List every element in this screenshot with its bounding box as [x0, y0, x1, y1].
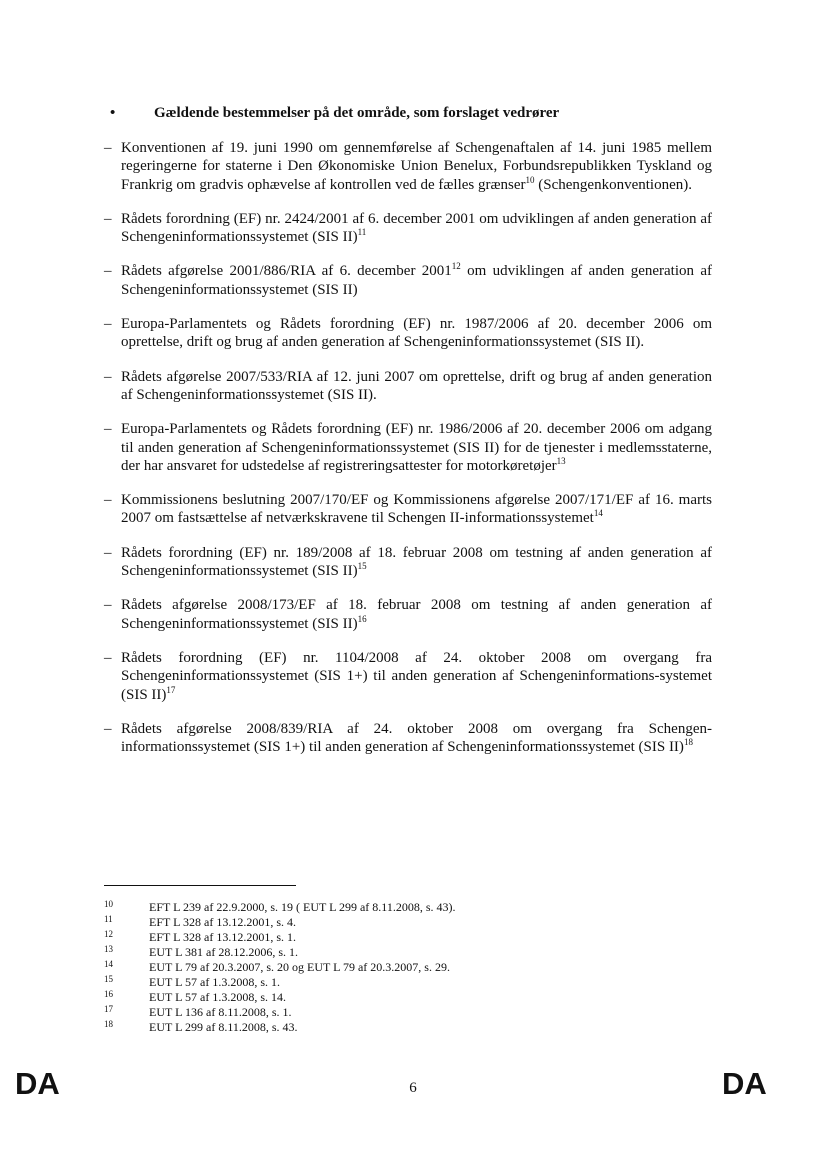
footnote-ref: 15 — [357, 561, 367, 572]
list-item — [104, 720, 712, 757]
dash-bullet: – — [104, 210, 112, 227]
footnote-ref: 18 — [683, 737, 693, 748]
footnote-text: EUT L 57 af 1.3.2008, s. 14. — [149, 990, 286, 1004]
list-item — [104, 596, 712, 633]
footnote-ref: 17 — [166, 684, 176, 695]
list-item — [104, 649, 712, 704]
dash-bullet: – — [104, 720, 112, 737]
dash-bullet: – — [104, 368, 112, 385]
footnote-ref: 11 — [357, 227, 367, 238]
footnote-number: 14 — [104, 959, 113, 969]
footnote-ref: 14 — [593, 508, 603, 519]
footnote-text: EUT L 57 af 1.3.2008, s. 1. — [149, 975, 280, 989]
dash-bullet: – — [104, 597, 112, 614]
footnote-number: 10 — [104, 899, 113, 909]
footnote-text: EUT L 381 af 28.12.2006, s. 1. — [149, 945, 298, 959]
bullet-icon: • — [110, 105, 116, 121]
footnote-text: EFT L 239 af 22.9.2000, s. 19 ( EUT L 299 af 8.11.2008, s. 43). — [149, 900, 456, 914]
footnote-number: 16 — [104, 989, 113, 999]
footnote-divider — [104, 885, 296, 886]
dash-bullet: – — [104, 421, 112, 438]
footnote-text: EUT L 299 af 8.11.2008, s. 43. — [149, 1020, 298, 1034]
item-text: Konventionen af 19. juni 1990 om gennemførelse af Schengenaftalen af 14. juni 1985 mellem regeringerne for staterne i Den Økonomiske Union Benelux, Forbundsrepublikken Tyskland og Frankrig om gradvis ophævelse af kontrollen ved de fælles grænser — [121, 140, 712, 193]
item-text: Rådets forordning (EF) nr. 2424/2001 af 6. december 2001 om udviklingen af anden generation af Schengeninformationssystemet (SIS II) — [121, 210, 712, 246]
footnote-number: 11 — [104, 914, 113, 924]
list-item — [104, 315, 712, 352]
item-text: Kommissionens beslutning 2007/170/EF og Kommissionens afgørelse 2007/171/EF af 16. marts 2007 om fastsættelse af netværkskravene til Schengen II-informationssystemet — [121, 492, 712, 527]
footnote-number: 15 — [104, 974, 113, 984]
list-item — [104, 544, 712, 581]
item-text: Rådets afgørelse 2007/533/RIA af 12. juni 2007 om oprettelse, drift og brug af anden generation af Schengeninformationssystemet (SIS II). — [121, 368, 712, 403]
footnote-number: 18 — [104, 1019, 113, 1029]
dash-bullet: – — [104, 316, 112, 333]
footnote-number: 12 — [104, 929, 113, 939]
language-code-right: DA — [722, 1066, 767, 1101]
section-heading-text: Gældende bestemmelser på det område, som forslaget vedrører — [154, 105, 560, 121]
item-text: Rådets afgørelse 2008/173/EF af 18. februar 2008 om testning af anden generation af Schengeninformationssystemet (SIS II) — [121, 597, 712, 632]
footnote-text: EFT L 328 af 13.12.2001, s. 4. — [149, 915, 296, 929]
footnote-ref: 13 — [556, 455, 566, 466]
item-text: Europa-Parlamentets og Rådets forordning (EF) nr. 1987/2006 af 20. december 2006 om oprettelse, drift og brug af anden generation af Schengeninformationssystemet (SIS II). — [121, 316, 712, 351]
footnote-number: 13 — [104, 944, 113, 954]
dash-bullet: – — [104, 140, 112, 156]
page-number: 6 — [409, 1080, 417, 1096]
dash-bullet: – — [104, 263, 112, 280]
item-text-tail: om udviklingen af anden generation af Schengeninformationssystemet (SIS II) — [121, 263, 712, 298]
dash-bullet: – — [104, 649, 112, 666]
list-item — [104, 262, 712, 299]
footnote-text: EFT L 328 af 13.12.2001, s. 1. — [149, 930, 296, 944]
footnote-ref: 16 — [357, 613, 367, 624]
dash-bullet: – — [104, 492, 112, 509]
item-text: Europa-Parlamentets og Rådets forordning (EF) nr. 1986/2006 af 20. december 2006 om adgang til anden generation af Schengeninformationssystemet (SIS II) for de tjenester i medlemsstaterne, der har ansvaret for udstedelse af registreringsattester for motorkøretøjer — [121, 421, 712, 474]
list-item — [104, 139, 712, 194]
list-item — [104, 491, 712, 528]
item-text: Rådets forordning (EF) nr. 1104/2008 af 24. oktober 2008 om overgang fra Schengeninformationssystemet (SIS 1+) til anden generation af Schengeninformations-systemet (SIS II) — [121, 649, 712, 703]
list-item — [104, 420, 712, 475]
list-item — [104, 210, 712, 247]
provisions-list — [104, 139, 712, 772]
footnote-text: EUT L 79 af 20.3.2007, s. 20 og EUT L 79 af 20.3.2007, s. 29. — [149, 960, 450, 974]
footnote-number: 17 — [104, 1004, 113, 1014]
item-text: Rådets afgørelse 2008/839/RIA af 24. oktober 2008 om overgang fra Schengen-informationssystemet (SIS 1+) til anden generation af Schengeninformationssystemet (SIS II) — [121, 720, 712, 756]
footnote-text: EUT L 136 af 8.11.2008, s. 1. — [149, 1005, 292, 1019]
item-text-tail: (Schengenkonventionen). — [534, 176, 692, 193]
language-code-left: DA — [15, 1066, 60, 1101]
dash-bullet: – — [104, 544, 112, 561]
footnote-ref: 10 — [525, 174, 535, 185]
list-item — [104, 368, 712, 405]
item-text: Rådets afgørelse 2001/886/RIA af 6. december 2001 — [121, 263, 452, 280]
footnote-ref: 12 — [451, 261, 461, 272]
item-text: Rådets forordning (EF) nr. 189/2008 af 18. februar 2008 om testning af anden generation af Schengeninformationssystemet (SIS II) — [121, 544, 712, 580]
